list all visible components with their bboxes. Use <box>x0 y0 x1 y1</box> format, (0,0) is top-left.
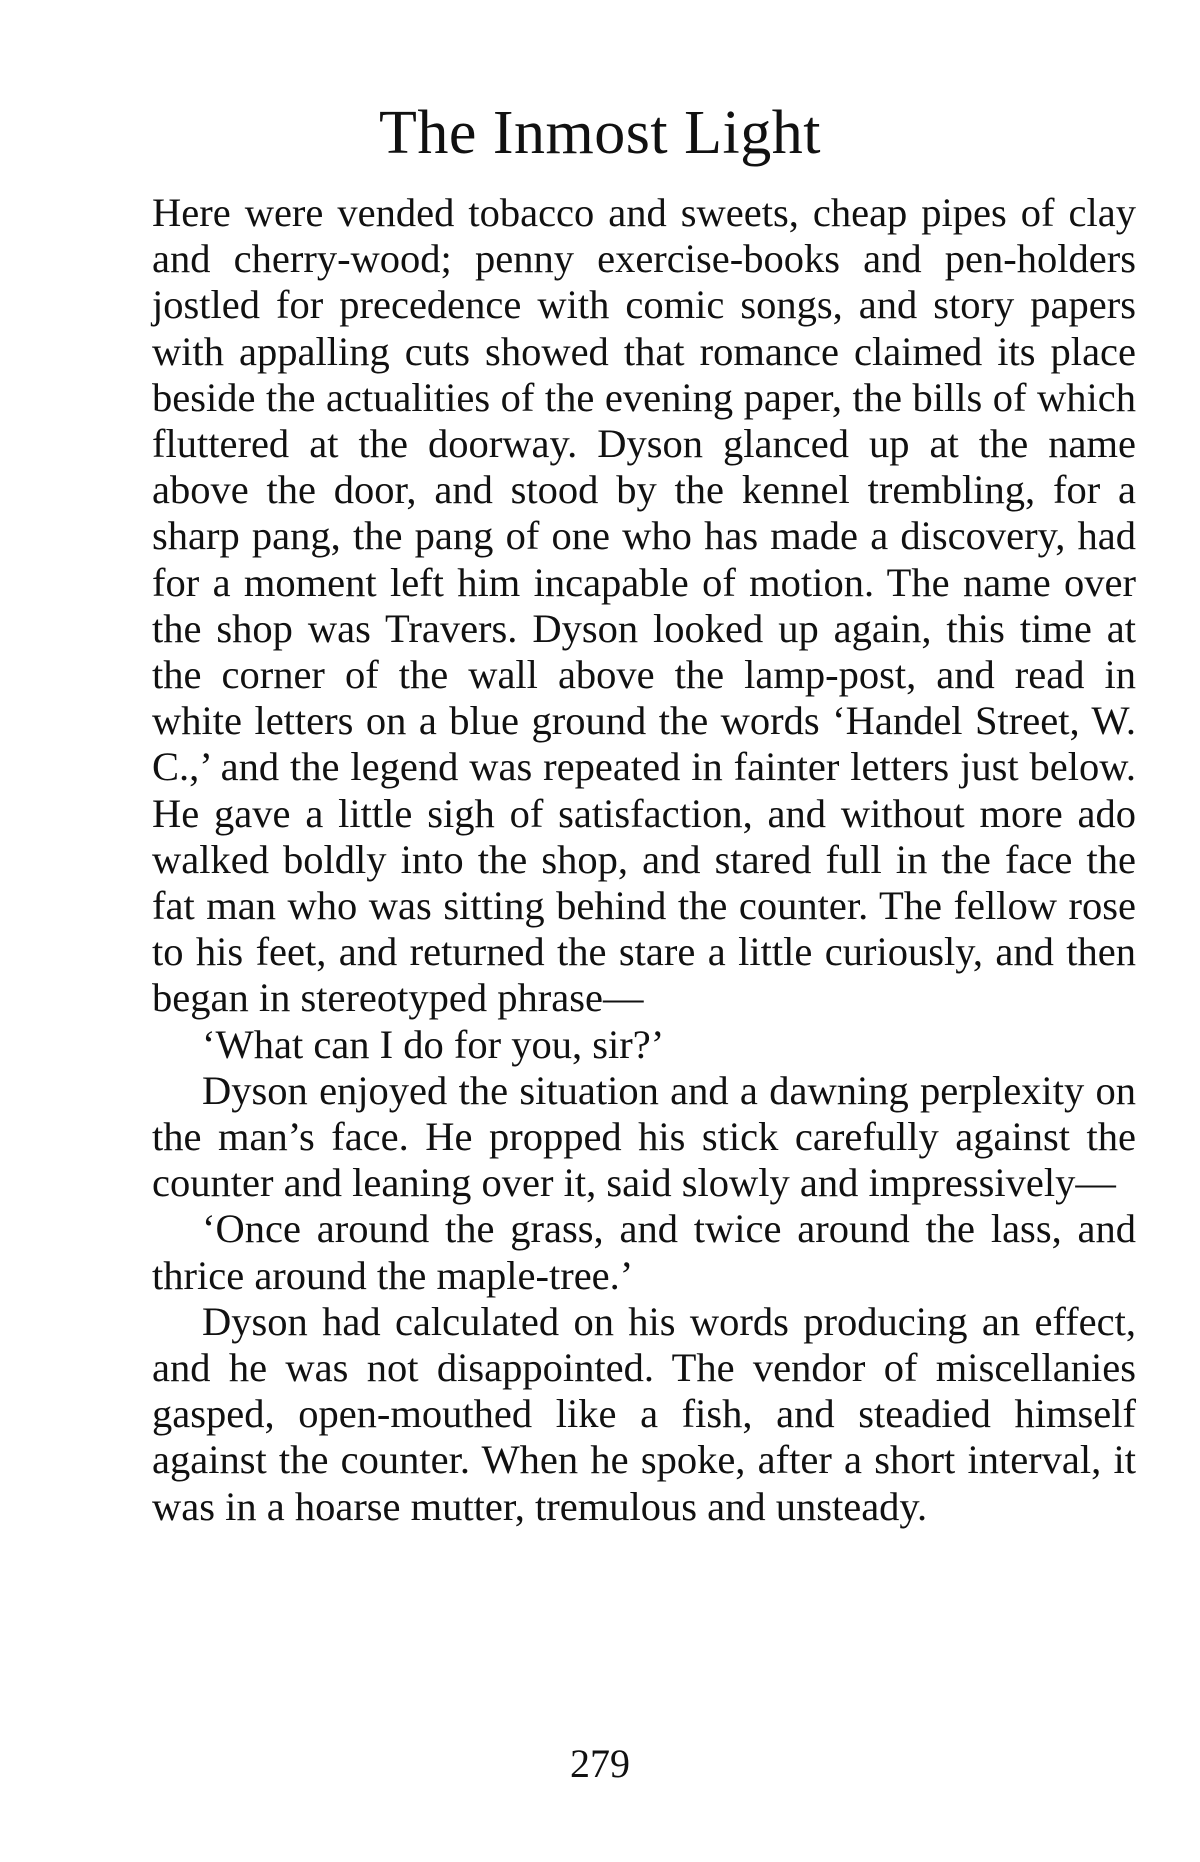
paragraph: Here were vended tobacco and sweets, cheap pipes of clay and cherry-wood; penny exercise-books and pen-holders jostled for precedence with comic songs, and story papers with appalling cuts showed that romance claimed its place beside the actualities of the evening paper, the bills of which fluttered at the doorway. Dyson glanced up at the name above the door, and stood by the kennel trembling, for a sharp pang, the pang of one who has made a discovery, had for a moment left him incapable of motion. The name over the shop was Travers. Dyson looked up again, this time at the corner of the wall above the lamp-post, and read in white letters on a blue ground the words ‘Handel Street, W. C.,’ and the legend was repeated in fainter letters just below. He gave a little sigh of satisfaction, and without more ado walked boldly into the shop, and stared full in the face the fat man who was sitting behind the counter. The fellow rose to his feet, and returned the stare a little curiously, and then began in stereotyped phrase— <box>152 190 1136 1021</box>
running-head: The Inmost Light <box>379 99 821 167</box>
paragraph: Dyson enjoyed the situation and a dawning perplexity on the man’s face. He propped his stick carefully against the counter and leaning over it, said slowly and impressively— <box>152 1067 1136 1206</box>
paragraph: ‘What can I do for you, sir?’ <box>202 1021 665 1067</box>
paragraph: Dyson had calculated on his words producing an effect, and he was not disappointed. The vendor of miscellanies gasped, open-mouthed like a fish, and steadied himself against the counter. When he spoke, after a short interval, it was in a hoarse mutter, tremulous and unsteady. <box>152 1298 1136 1529</box>
paragraph: ‘Once around the grass, and twice around the lass, and thrice around the maple-tree.’ <box>152 1206 1136 1298</box>
body-text <box>152 190 1136 1530</box>
page-number: 279 <box>570 1741 630 1786</box>
